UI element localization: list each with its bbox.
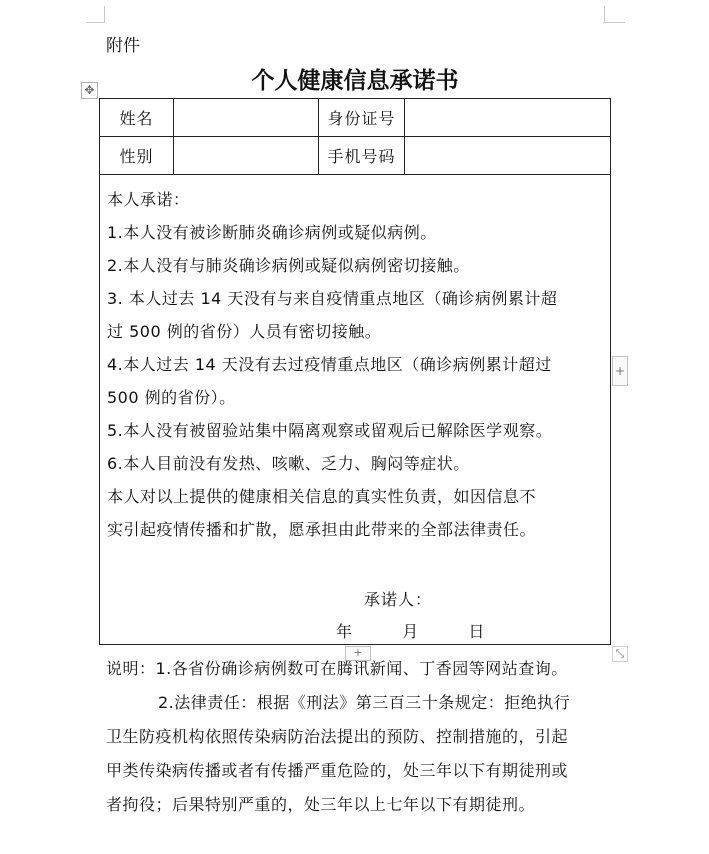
add-column-plus-icon[interactable]: +: [612, 356, 628, 386]
notes-section: [106, 652, 606, 822]
pledge-line: 本人承诺：: [107, 190, 190, 209]
pledge-line: 6.本人目前没有发热、咳嗽、乏力、胸闷等症状。: [107, 454, 470, 473]
add-row-plus-icon[interactable]: +: [345, 646, 371, 661]
note-line: 甲类传染病传播或者有传播严重危险的，处三年以下有期徒刑或: [106, 761, 569, 780]
signer-label: 承诺人：: [364, 590, 433, 609]
move-icon[interactable]: ✥: [81, 82, 98, 99]
gender-label: 性别: [119, 147, 154, 166]
pledge-line: 过 500 例的省份）人员有密切接触。: [107, 322, 382, 341]
pledge-line: 500 例的省份）。: [107, 388, 236, 407]
pledge-line: 1.本人没有被诊断肺炎确诊病例或疑似病例。: [107, 223, 437, 242]
pledge-line: 4.本人过去 14 天没有去过疫情重点地区（确诊病例累计超过: [107, 355, 552, 374]
phone-label: 手机号码: [327, 147, 396, 166]
note-line: 说明：1.各省份确诊病例数可在腾讯新闻、丁香园等网站查询。: [106, 659, 568, 678]
phone-field[interactable]: [405, 137, 610, 174]
document-title: 个人健康信息承诺书: [251, 67, 459, 94]
pledge-line: 2.本人没有与肺炎确诊病例或疑似病例密切接触。: [107, 256, 470, 275]
id-number-field[interactable]: [405, 99, 610, 136]
attachment-label: 附件: [106, 36, 140, 56]
crop-mark-top-right: [604, 6, 625, 23]
personal-info-grid: [100, 99, 610, 175]
date-month: 月: [402, 622, 419, 641]
pledge-line: 3. 本人过去 14 天没有与来自疫情重点地区（确诊病例累计超: [107, 289, 558, 308]
name-field[interactable]: [174, 99, 318, 136]
crop-mark-top-left: [86, 6, 105, 23]
note-line: 2.法律责任：根据《刑法》第三百三十条规定：拒绝执行: [158, 693, 571, 712]
date-year: 年: [336, 622, 353, 641]
pledge-form-table: [99, 98, 611, 645]
grid-line: [100, 174, 610, 175]
pledge-text: [107, 183, 605, 546]
note-line: 者拘役；后果特别严重的，处三年以上七年以下有期徒刑。: [106, 795, 536, 814]
note-line: 卫生防疫机构依照传染病防治法提出的预防、控制措施的，引起: [106, 727, 569, 746]
date-line: [336, 619, 484, 642]
resize-icon[interactable]: ⤡: [612, 646, 628, 662]
pledge-line: 本人对以上提供的健康相关信息的真实性负责，如因信息不: [107, 487, 537, 506]
id-number-label: 身份证号: [327, 109, 396, 128]
pledge-line: 实引起疫情传播和扩散，愿承担由此带来的全部法律责任。: [107, 520, 537, 539]
pledge-line: 5.本人没有被留验站集中隔离观察或留观后已解除医学观察。: [107, 421, 553, 440]
date-day: 日: [468, 622, 485, 641]
name-label: 姓名: [119, 109, 154, 128]
gender-field[interactable]: [174, 137, 318, 174]
